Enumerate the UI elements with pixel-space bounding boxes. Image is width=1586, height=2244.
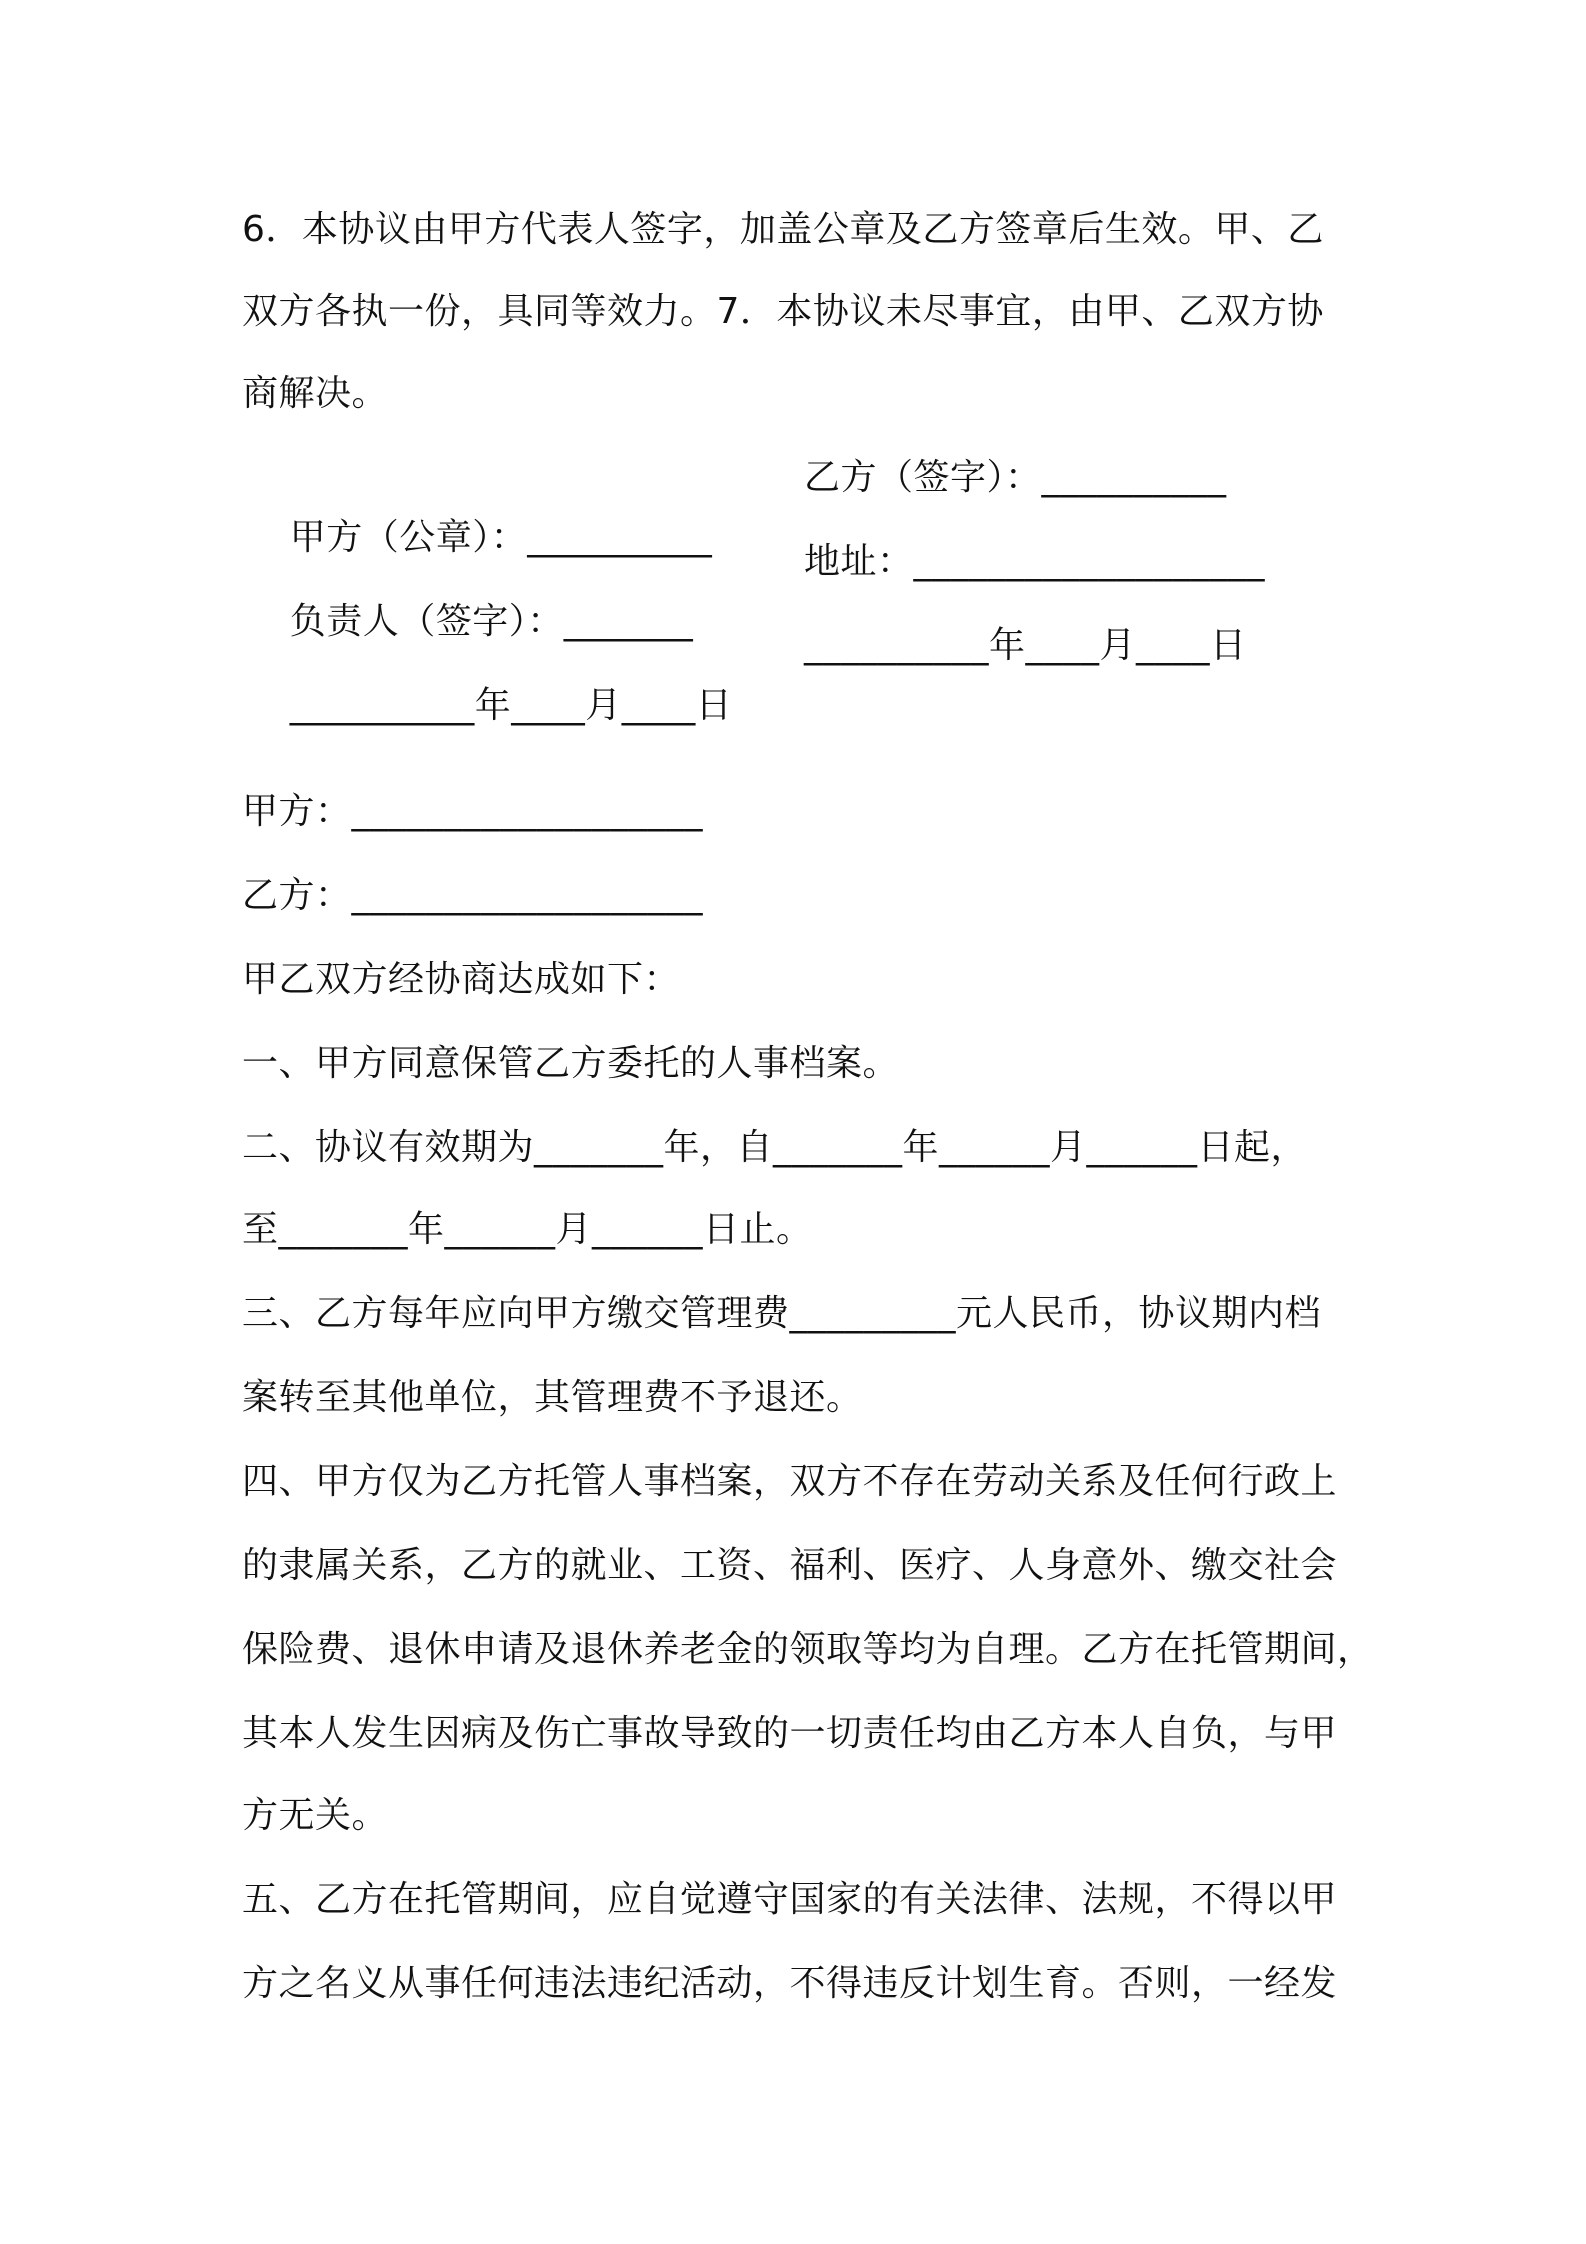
date-field-a: __________年____月____日: [289, 685, 733, 726]
clause-4-line-2: 的隶属关系，乙方的就业、工资、福利、医疗、人身意外、缴交社会: [242, 1545, 1338, 1586]
clause-3-line-2: 案转至其他单位，其管理费不予退还。: [242, 1377, 863, 1418]
clause-4-line-1: 四、甲方仅为乙方托管人事档案，双方不存在劳动关系及任何行政上: [242, 1461, 1338, 1502]
clause-5-line-1: 五、乙方在托管期间，应自觉遵守国家的有关法律、法规，不得以甲: [242, 1879, 1338, 1920]
date-field-b: __________年____月____日: [804, 625, 1247, 666]
responsible-sign-field: 负责人（签字）：_______: [289, 601, 694, 642]
party-b-sign-field: 乙方（签字）：__________: [804, 457, 1227, 498]
clause-4-line-5: 方无关。: [242, 1795, 389, 1836]
party-a-field: 甲方：___________________: [242, 791, 704, 832]
signature-row-2: [242, 532, 1266, 642]
signature-row-3: [242, 616, 1247, 726]
clause-6-7-line-3: 商解决。: [242, 373, 389, 414]
clause-4-line-3: 保险费、退休申请及退休养老金的领取等均为自理。乙方在托管期间，: [242, 1629, 1374, 1670]
party-b-field: 乙方：___________________: [242, 875, 704, 916]
clause-3-line-1: 三、乙方每年应向甲方缴交管理费_________元人民币，协议期内档: [242, 1293, 1322, 1334]
clause-1: 一、甲方同意保管乙方委托的人事档案。: [242, 1043, 900, 1084]
clause-5-line-2: 方之名义从事任何违法违纪活动，不得违反计划生育。否则，一经发: [242, 1963, 1338, 2004]
clause-4-line-4: 其本人发生因病及伤亡事故导致的一切责任均由乙方本人自负，与甲: [242, 1713, 1338, 1754]
party-a-seal-field: 甲方（公章）：__________: [289, 517, 713, 558]
clause-2-line-1: 二、协议有效期为_______年，自_______年______月______日起，: [242, 1127, 1308, 1168]
clause-2-line-2: 至_______年______月______日止。: [242, 1209, 813, 1250]
address-field: 地址：___________________: [804, 541, 1266, 582]
clause-6-7-line-2: 双方各执一份，具同等效力。7．本协议未尽事宜，由甲、乙双方协: [242, 291, 1324, 332]
clause-6-7-line-1: 6．本协议由甲方代表人签字，加盖公章及乙方签章后生效。甲、乙: [242, 209, 1324, 250]
signature-row-1: [242, 448, 1227, 558]
agreement-intro: 甲乙双方经协商达成如下：: [242, 959, 681, 1000]
